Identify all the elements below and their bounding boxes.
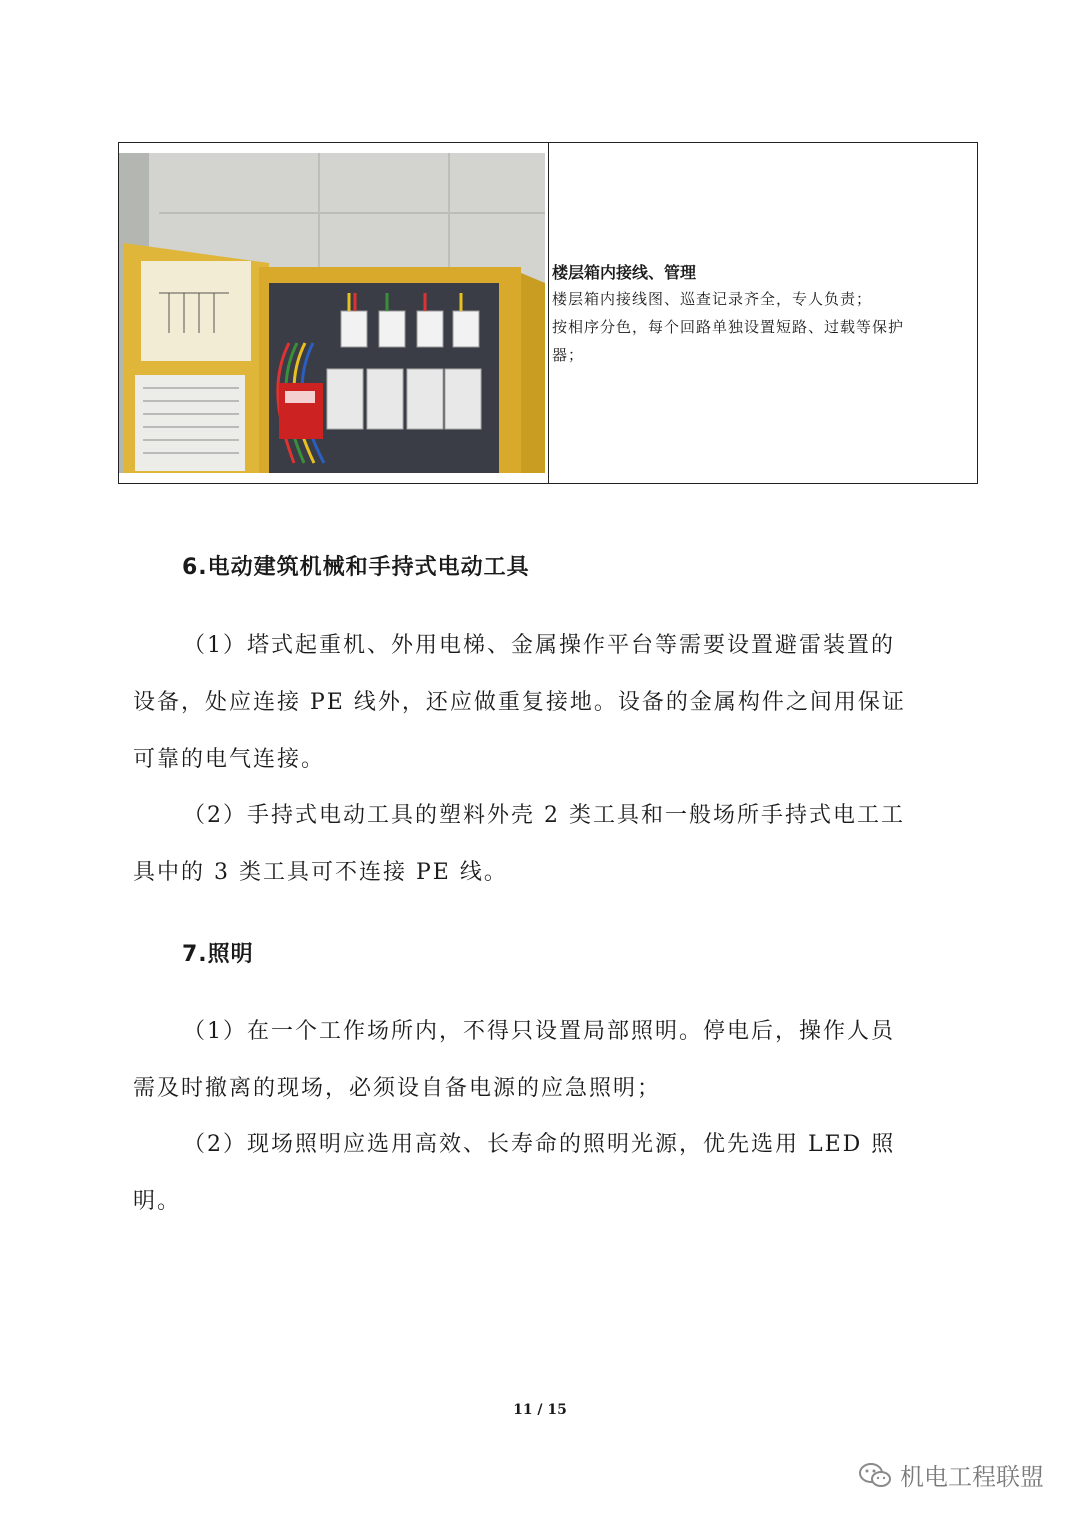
page-number: 11 / 15: [513, 1402, 567, 1418]
section-7-paragraph-1: （1）在一个工作场所内，不得只设置局部照明。停电后，操作人员需及时撤离的现场，必须设自备电源的应急照明；: [133, 1019, 895, 1101]
section-6-paragraph-2: （2）手持式电动工具的塑料外壳 2 类工具和一般场所手持式电工工具中的 3 类工具可不连接 PE 线。: [133, 803, 905, 885]
info-table: [118, 142, 978, 484]
section-7-heading: 7.照明: [182, 942, 254, 967]
cell-line-1: 楼层箱内接线图、巡查记录齐全，专人负责；: [552, 290, 873, 308]
cell-title: 楼层箱内接线、管理: [552, 263, 697, 282]
watermark: [858, 1457, 1044, 1492]
cell-line-2: 按相序分色，每个回路单独设置短路、过载等保护: [552, 318, 905, 336]
watermark-text: 机电工程联盟: [900, 1463, 1044, 1491]
section-6-paragraph-1: （1）塔式起重机、外用电梯、金属操作平台等需要设置避雷装置的设备，处应连接 PE 线外，还应做重复接地。设备的金属构件之间用保证可靠的电气连接。: [133, 633, 906, 772]
photo-illustration: [119, 143, 549, 483]
wechat-icon: [858, 1461, 892, 1489]
cell-line-3: 器；: [552, 346, 585, 364]
section-7-paragraph-2: （2）现场照明应选用高效、长寿命的照明光源，优先选用 LED 照明。: [133, 1132, 896, 1214]
section-6-heading: 6.电动建筑机械和手持式电动工具: [182, 555, 530, 580]
distribution-box-photo: [119, 143, 549, 483]
description-cell: [549, 143, 977, 483]
